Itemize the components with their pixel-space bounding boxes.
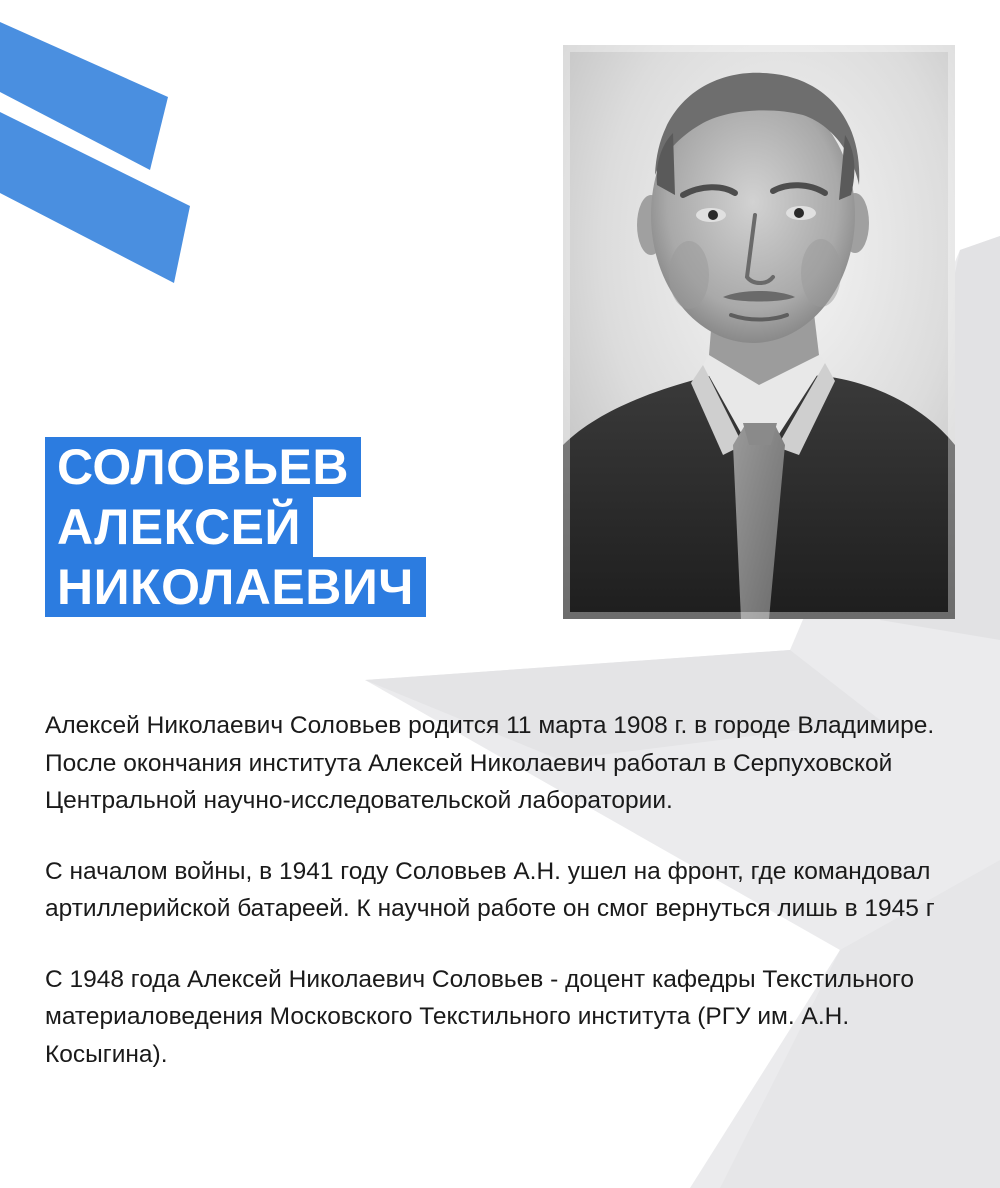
person-patronymic: НИКОЛАЕВИЧ (45, 557, 426, 617)
person-name (45, 437, 426, 617)
portrait-photo (563, 45, 955, 619)
decor-stripes-icon (0, 0, 220, 300)
bio-paragraph-war: С началом войны, в 1941 году Соловьев А.Н. ушел на фронт, где командовал артиллерийской батареей. К научной работе он смог вернуться лишь в 1945 г (45, 857, 935, 922)
bio-paragraph-birth: Алексей Николаевич Соловьев родится 11 марта 1908 г. в городе Владимире. После окончания института Алексей Николаевич работал в Серпуховской Центральной научно-исследовательской лаборатории. (45, 712, 935, 814)
person-first-name: АЛЕКСЕЙ (45, 497, 313, 557)
bio-paragraph-career: С 1948 года Алексей Николаевич Соловьев - доцент кафедры Текстильного материаловедения Московского Текстильного института (РГУ им. А.Н. Косыгина). (45, 965, 915, 1068)
biography (45, 707, 950, 1106)
person-surname: СОЛОВЬЕВ (45, 437, 361, 497)
